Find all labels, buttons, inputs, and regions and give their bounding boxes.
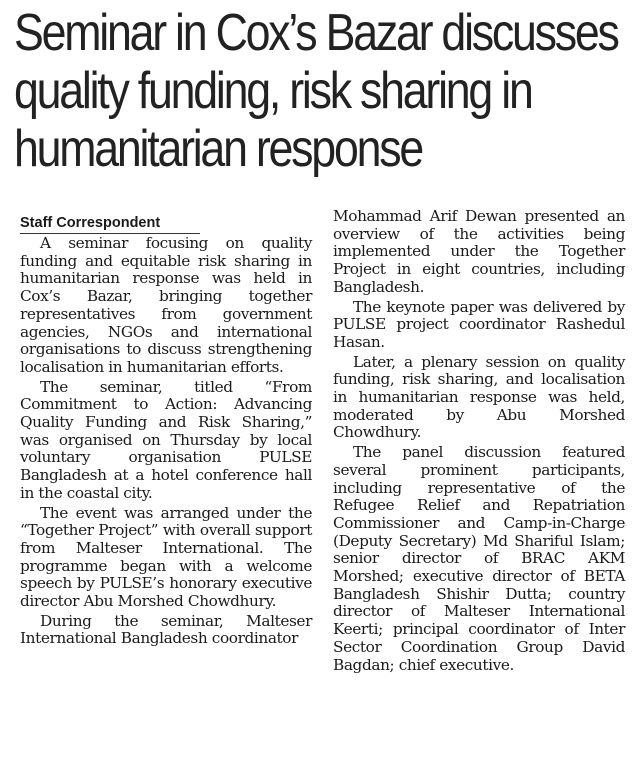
headline: Seminar in Cox’s Bazar discusses quality funding, risk sharing in humanitarian response [14,4,618,178]
article-body [20,207,626,764]
paragraph: The event was arranged under the “Together Project” with overall support from Malteser International. The programme began with a welcome speech by PULSE’s honorary executive director Abu Morshed Chowdhury. [20,503,312,611]
byline: Staff Correspondent [20,214,200,234]
right-column [333,208,625,676]
paragraph-continuation: Mohammad Arif Dewan presented an overview of the activities being implemented under the Together Project in eight countries, including Bangladesh. [333,207,625,296]
left-column [20,214,312,650]
paragraph: The keynote paper was delivered by PULSE project coordinator Rashedul Hasan. [333,297,625,351]
paragraph: A seminar focusing on quality funding and equitable risk sharing in humanitarian response was held in Cox’s Bazar, bringing together representatives from government agencies, NGOs and international organisations to discuss strengthening localisation in humanitarian efforts. [20,234,312,376]
paragraph: The seminar, titled “From Commitment to Action: Advancing Quality Funding and Risk Sharing,” was organised on Thursday by local voluntary organisation PULSE Bangladesh at a hotel conference hall in the coastal city. [20,377,312,502]
paragraph: During the seminar, Malteser International Bangladesh coordinator [20,611,312,648]
paragraph: Later, a plenary session on quality funding, risk sharing, and localisation in humanitarian response was held, moderated by Abu Morshed Chowdhury. [333,352,625,442]
paragraph: The panel discussion featured several prominent participants, including representative of the Refugee Relief and Repatriation Commissioner and Camp-in-Charge (Deputy Secretary) Md Shariful Islam; senior director of BRAC AKM Morshed; executive director of BETA Bangladesh Shishir Dutta; country director of Malteser International Keerti; principal coordinator of Inter Sector Coordination Group David Bagdan; chief executive. [333,443,625,674]
